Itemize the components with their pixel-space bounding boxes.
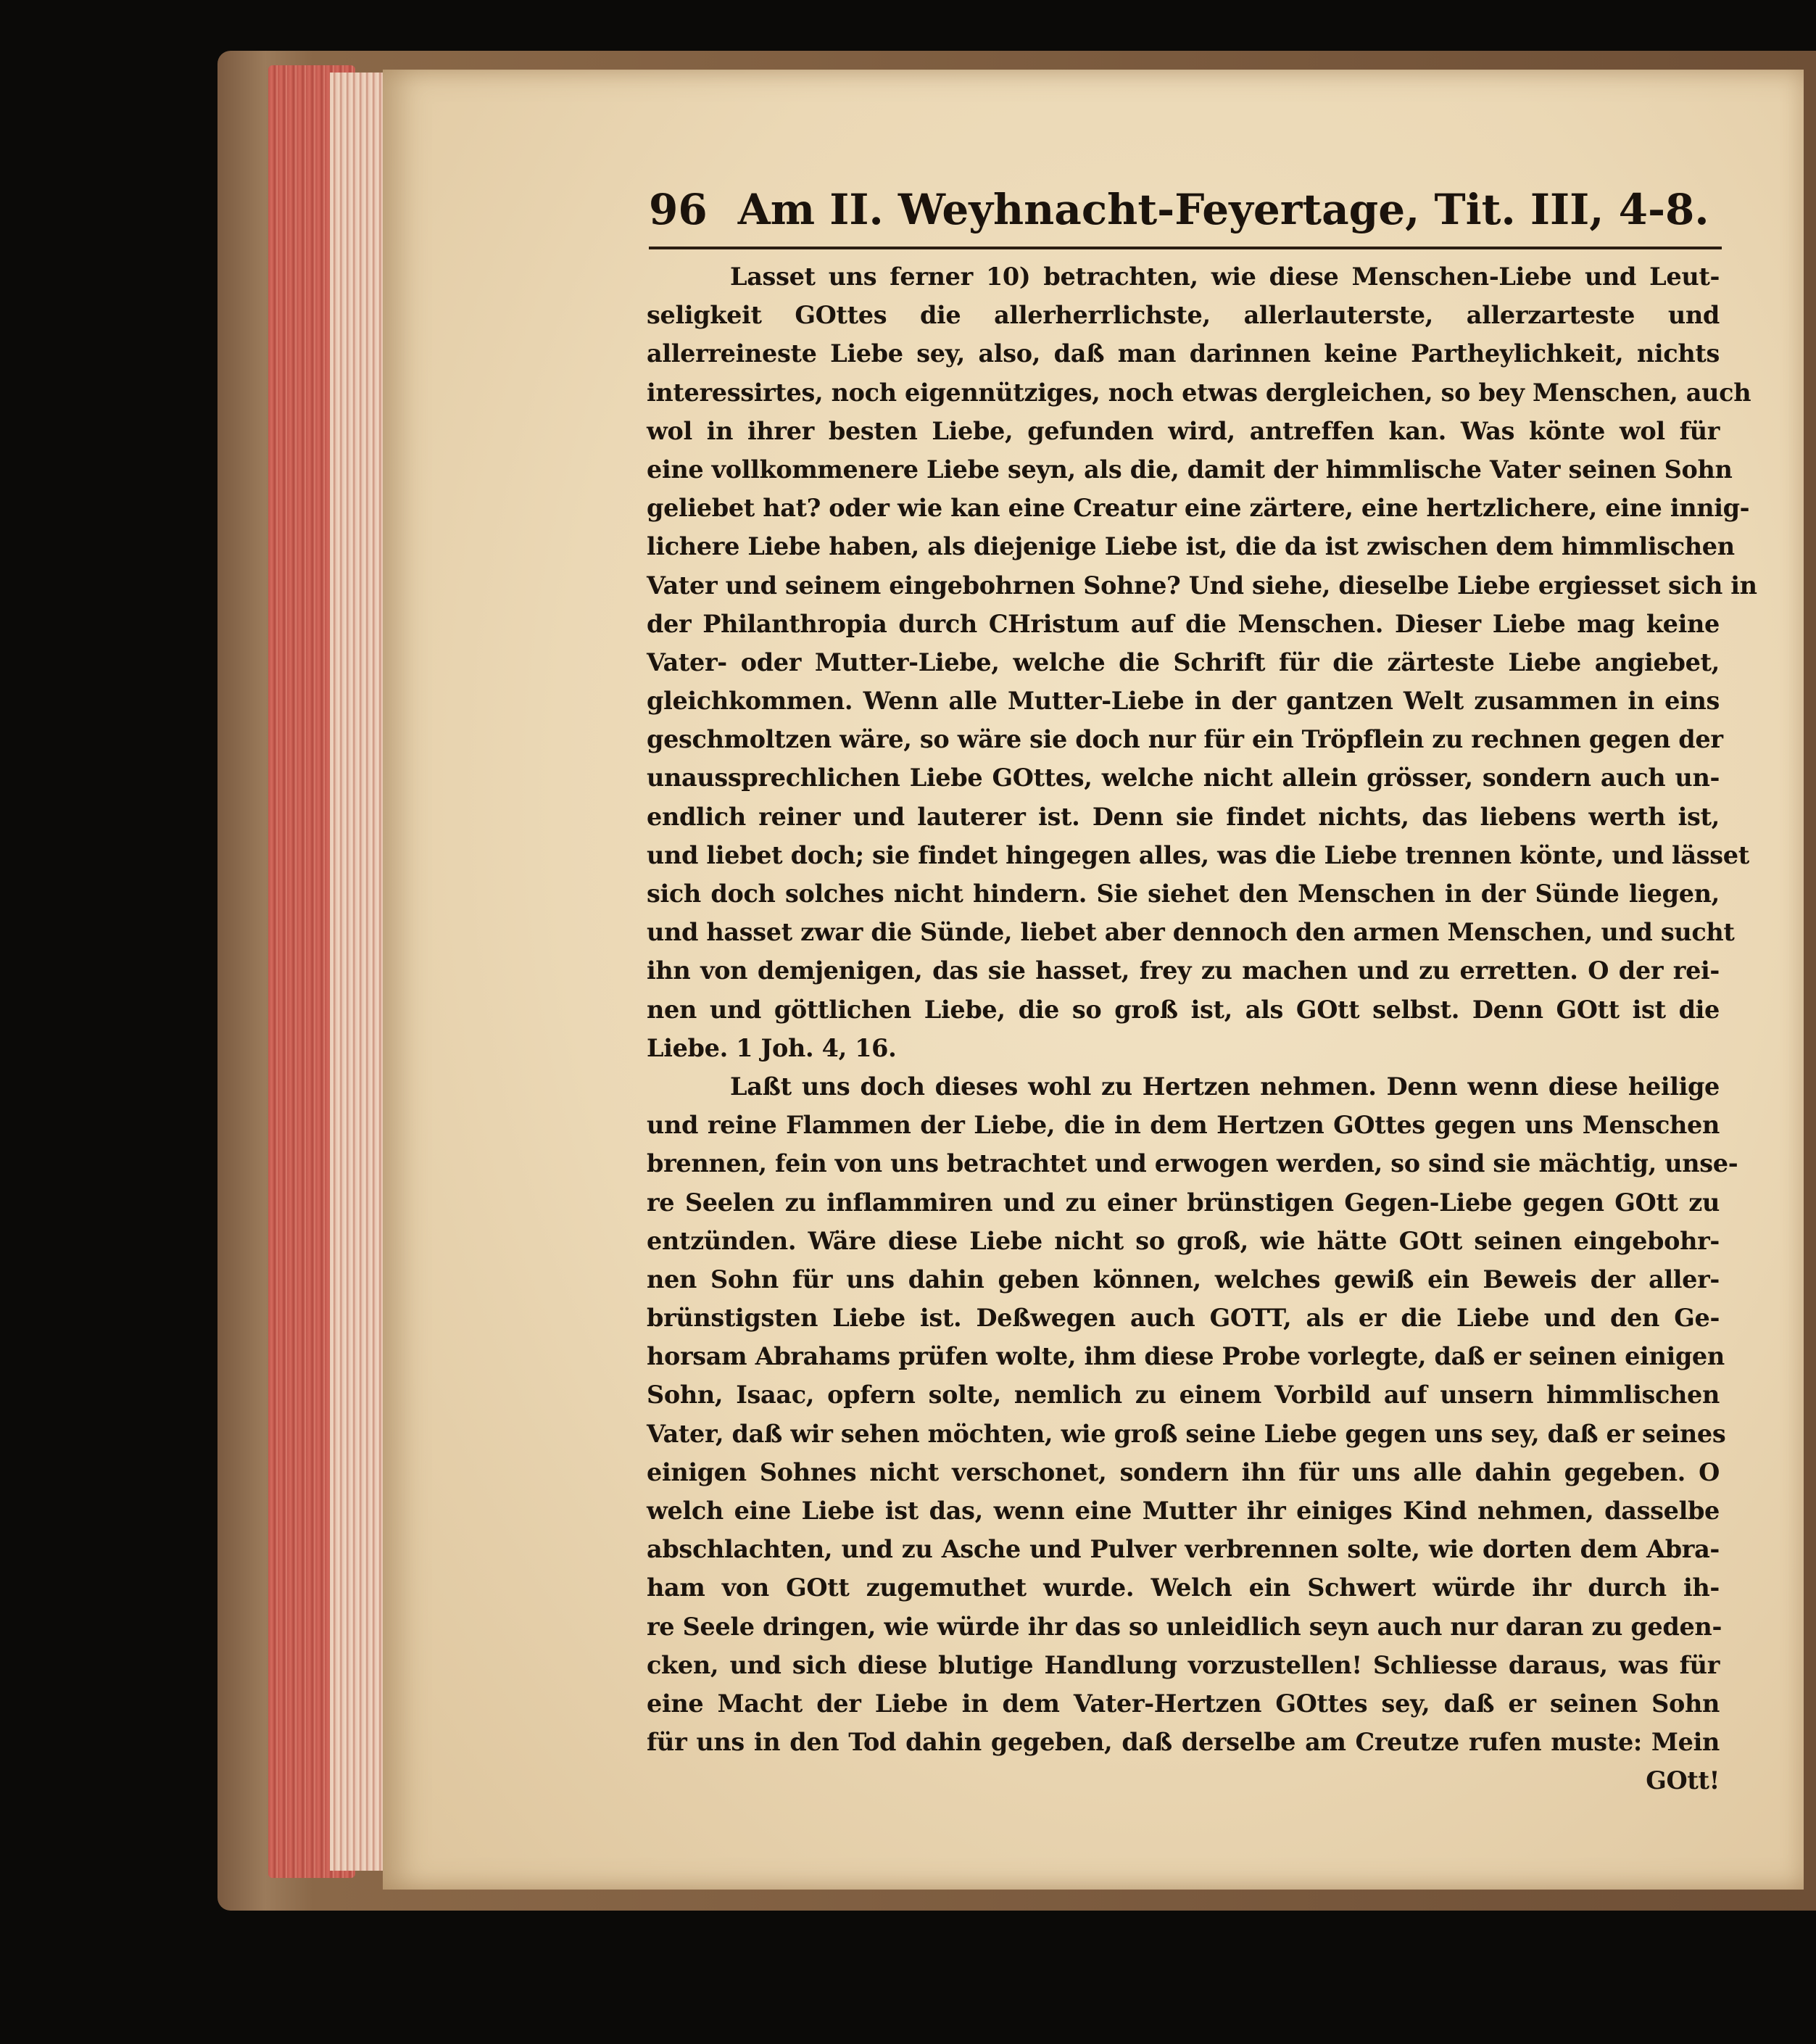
text-line: Liebe. 1 Joh. 4, 16. bbox=[647, 1033, 897, 1062]
text-line: geliebet hat? oder wie kan eine Creatur eine zärtere, eine hertzlichere, eine innig- bbox=[647, 494, 1750, 523]
text-line: eine Macht der Liebe in dem Vater-Hertzen GOttes sey, daß er seinen Sohn bbox=[647, 1689, 1720, 1718]
text-line: unaussprechlichen Liebe GOttes, welche nicht allein grösser, sondern auch un- bbox=[647, 764, 1720, 793]
text-line: brennen, fein von uns betrachtet und erwogen werden, so sind sie mächtig, unse- bbox=[647, 1149, 1738, 1178]
text-line: und reine Flammen der Liebe, die in dem Hertzen GOttes gegen uns Menschen bbox=[647, 1111, 1720, 1140]
text-line: ihn von demjenigen, das sie hasset, frey zu machen und zu erretten. O der rei- bbox=[647, 956, 1720, 985]
text-line: entzünden. Wäre diese Liebe nicht so groß, wie hätte GOtt seinen eingebohr- bbox=[647, 1226, 1720, 1255]
text-line: geschmoltzen wäre, so wäre sie doch nur für ein Tröpflein zu rechnen gegen der bbox=[647, 725, 1723, 754]
text-line: seligkeit GOttes die allerherrlichste, allerlauterste, allerzarteste und bbox=[647, 301, 1720, 330]
header-rule bbox=[649, 247, 1722, 249]
catchword: GOtt! bbox=[1646, 1766, 1720, 1795]
text-line: und liebet doch; sie findet hingegen alles, was die Liebe trennen könte, und lässet bbox=[647, 840, 1749, 869]
text-line: für uns in den Tod dahin gegeben, daß derselbe am Creutze rufen muste: Mein bbox=[647, 1728, 1720, 1757]
text-line: re Seele dringen, wie würde ihr das so unleidlich seyn auch nur daran zu geden- bbox=[647, 1612, 1722, 1641]
text-line: nen und göttlichen Liebe, die so groß ist, als GOtt selbst. Denn GOtt ist die bbox=[647, 995, 1720, 1024]
text-line: gleichkommen. Wenn alle Mutter-Liebe in der gantzen Welt zusammen in eins bbox=[647, 687, 1720, 716]
text-line: allerreineste Liebe sey, also, daß man darinnen keine Partheylichkeit, nichts bbox=[647, 339, 1720, 368]
text-line: welch eine Liebe ist das, wenn eine Mutter ihr einiges Kind nehmen, dasselbe bbox=[647, 1497, 1720, 1525]
paragraph-1 bbox=[647, 257, 1757, 1067]
text-line: eine vollkommenere Liebe seyn, als die, damit der himmlische Vater seinen Sohn bbox=[647, 455, 1733, 484]
text-line: und hasset zwar die Sünde, liebet aber dennoch den armen Menschen, und sucht bbox=[647, 918, 1735, 947]
text-line: horsam Abrahams prüfen wolte, ihm diese Probe vorlegte, daß er seinen einigen bbox=[647, 1342, 1725, 1371]
text-line: lichere Liebe haben, als diejenige Liebe ist, die da ist zwischen dem himmlischen bbox=[647, 532, 1735, 561]
text-line: Sohn, Isaac, opfern solte, nemlich zu einem Vorbild auf unsern himmlischen bbox=[647, 1381, 1720, 1410]
text-line: interessirtes, noch eigennütziges, noch etwas dergleichen, so bey Menschen, auch bbox=[647, 378, 1751, 407]
body-text bbox=[647, 257, 1757, 1800]
text-line: wol in ihrer besten Liebe, gefunden wird, antreffen kan. Was könte wol für bbox=[647, 416, 1720, 445]
text-line: einigen Sohnes nicht verschonet, sondern ihn für uns alle dahin gegeben. O bbox=[647, 1457, 1720, 1486]
page-header bbox=[649, 185, 1707, 243]
text-line: Lasset uns ferner 10) betrachten, wie diese Menschen-Liebe und Leut- bbox=[730, 262, 1720, 291]
running-title: Am II. Weyhnacht-Feyertage, Tit. III, 4-8. bbox=[737, 185, 1709, 234]
text-line: Vater, daß wir sehen möchten, wie groß seine Liebe gegen uns sey, daß er seines bbox=[647, 1419, 1726, 1448]
text-line: sich doch solches nicht hindern. Sie siehet den Menschen in der Sünde liegen, bbox=[647, 880, 1720, 908]
text-line: ham von GOtt zugemuthet wurde. Welch ein Schwert würde ihr durch ih- bbox=[647, 1573, 1720, 1602]
page-number: 96 bbox=[649, 185, 708, 234]
text-line: nen Sohn für uns dahin geben können, welches gewiß ein Beweis der aller- bbox=[647, 1265, 1720, 1294]
text-line: cken, und sich diese blutige Handlung vorzustellen! Schliesse daraus, was für bbox=[647, 1650, 1720, 1679]
text-line: Vater und seinem eingebohrnen Sohne? Und siehe, dieselbe Liebe ergiesset sich in bbox=[647, 571, 1757, 600]
text-line: re Seelen zu inflammiren und zu einer brünstigen Gegen-Liebe gegen GOtt zu bbox=[647, 1188, 1720, 1217]
text-line: Vater- oder Mutter-Liebe, welche die Schrift für die zärteste Liebe angiebet, bbox=[647, 647, 1720, 676]
text-line: brünstigsten Liebe ist. Deßwegen auch GOTT, als er die Liebe und den Ge- bbox=[647, 1304, 1720, 1333]
text-line: der Philanthropia durch CHristum auf die Menschen. Dieser Liebe mag keine bbox=[647, 609, 1720, 638]
text-line: abschlachten, und zu Asche und Pulver verbrennen solte, wie dorten dem Abra- bbox=[647, 1535, 1720, 1564]
text-line: Laßt uns doch dieses wohl zu Hertzen nehmen. Denn wenn diese heilige bbox=[730, 1072, 1720, 1101]
paragraph-2 bbox=[647, 1067, 1738, 1761]
text-line: endlich reiner und lauterer ist. Denn sie findet nichts, das liebens werth ist, bbox=[647, 802, 1720, 831]
